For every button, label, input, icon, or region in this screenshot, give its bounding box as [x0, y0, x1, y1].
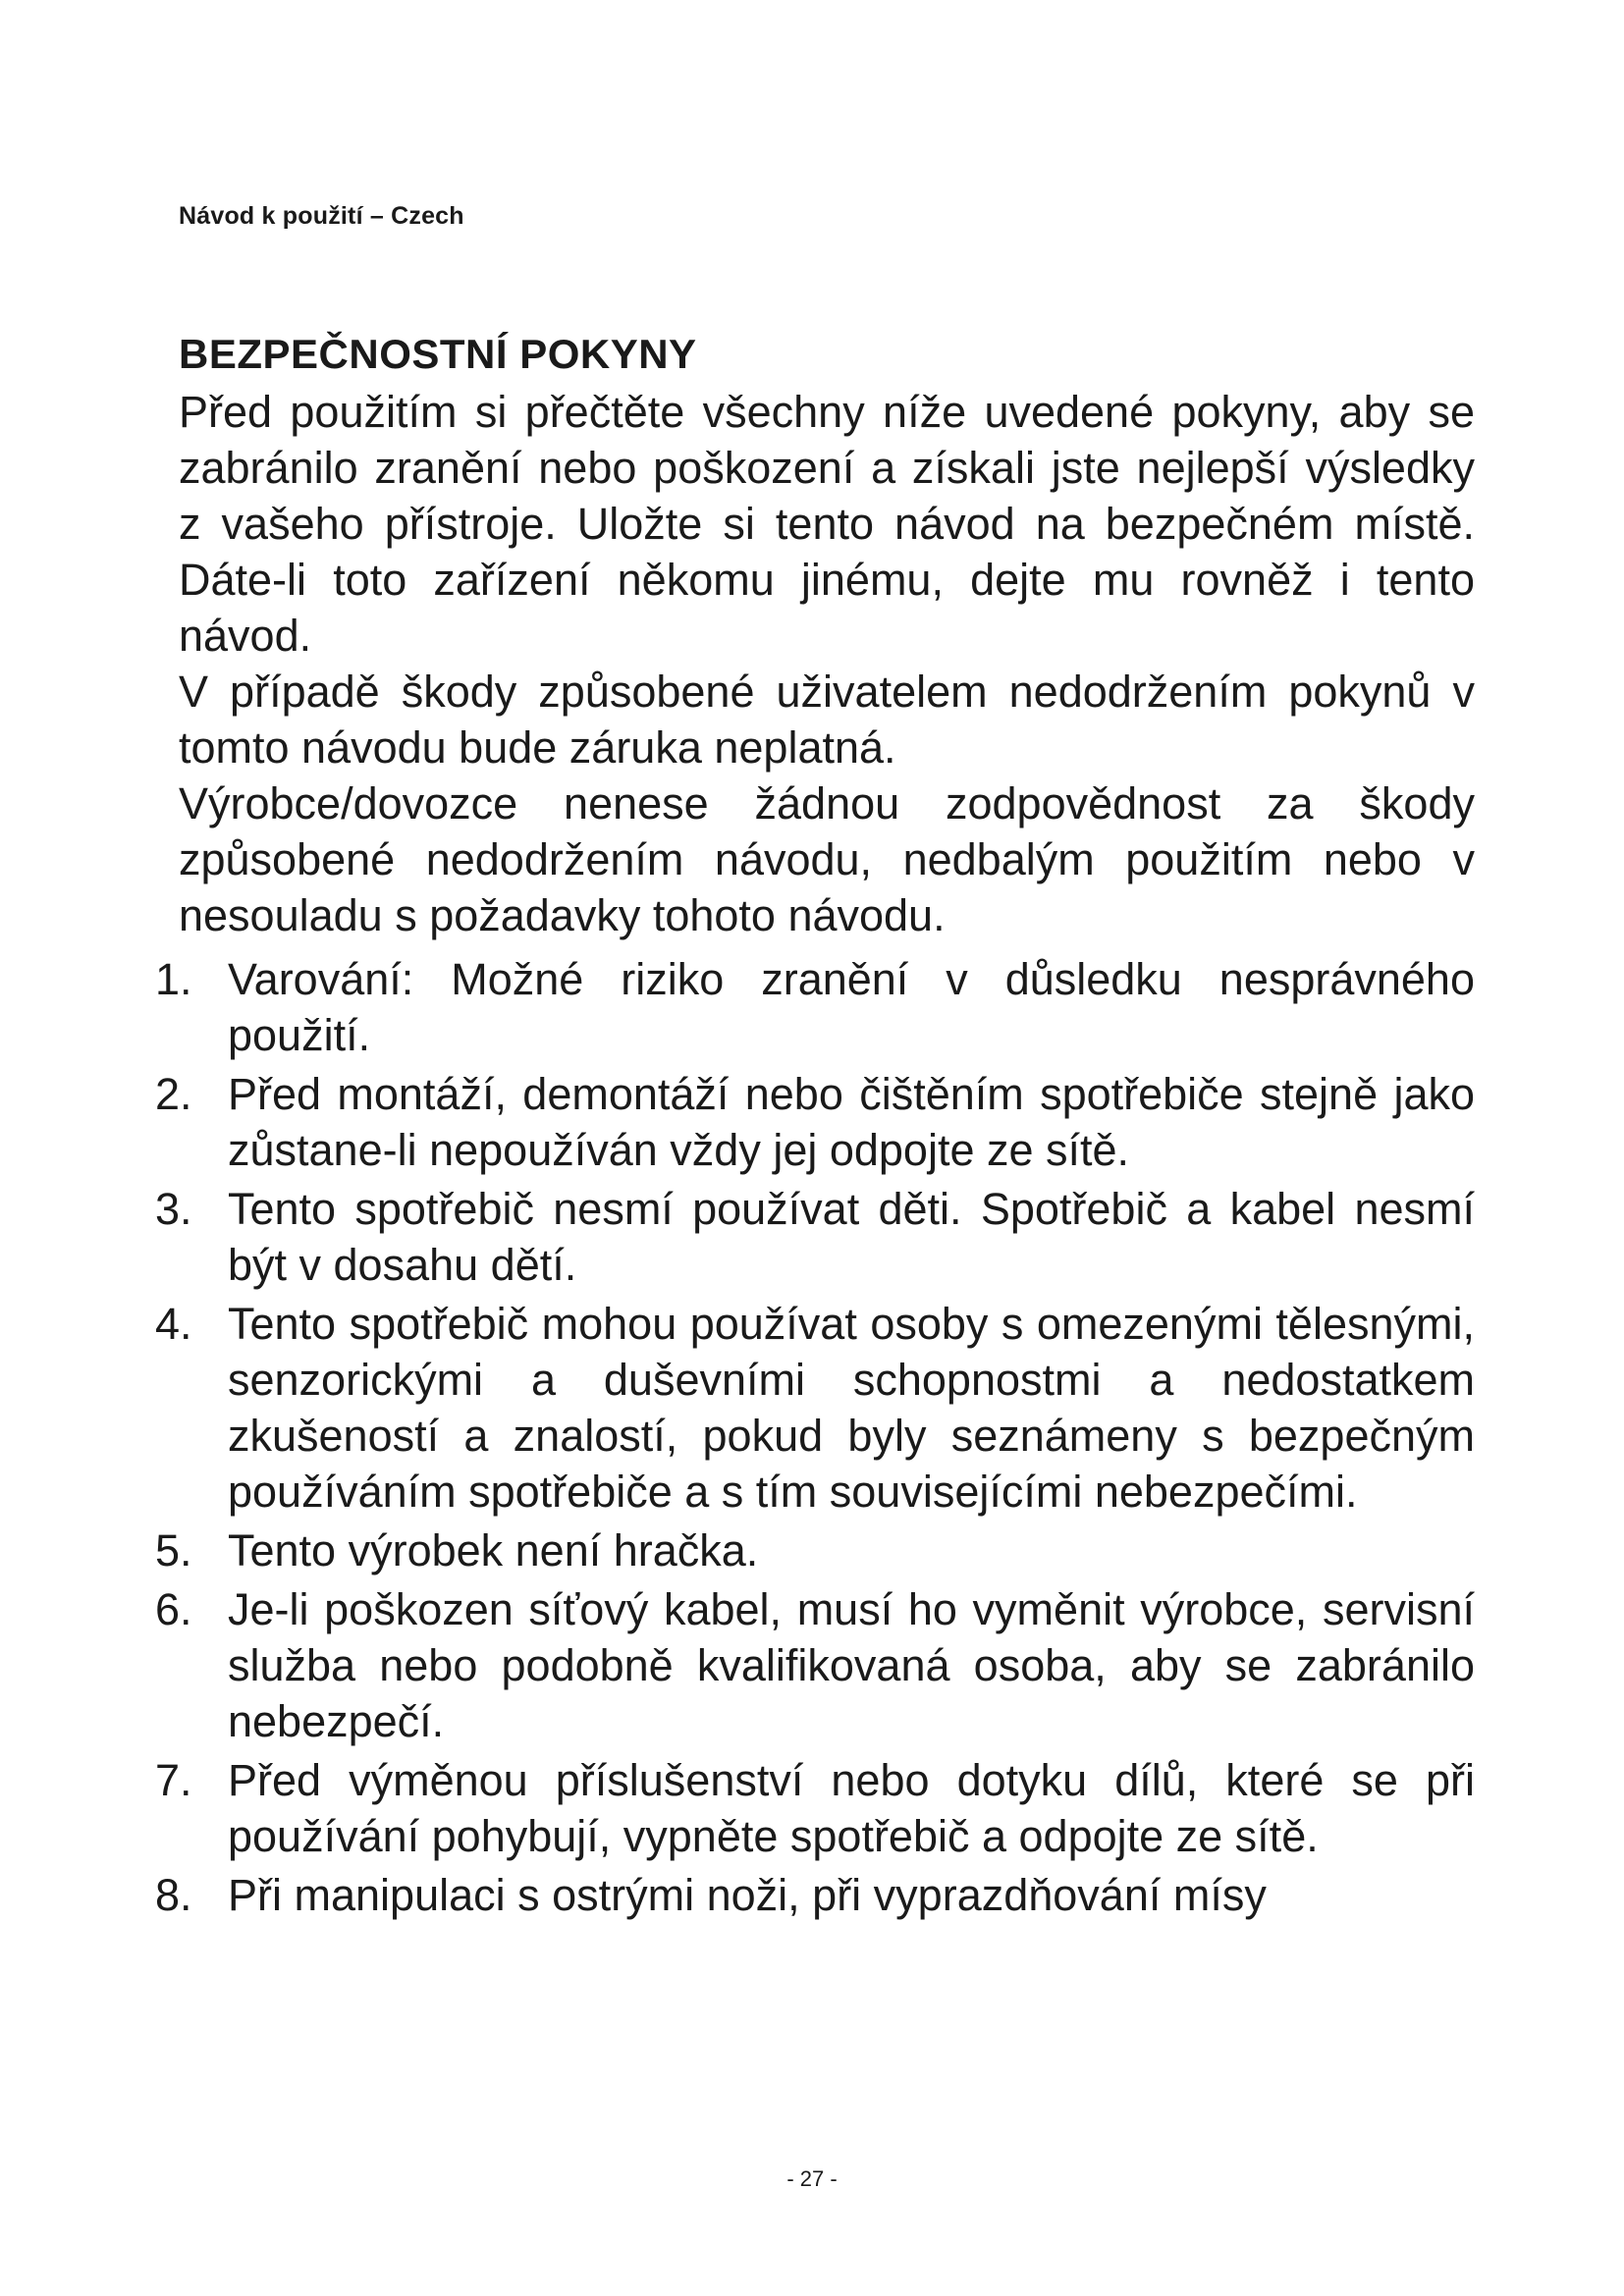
- list-item-number: 4.: [155, 1299, 192, 1349]
- running-header: Návod k použití – Czech: [179, 202, 464, 230]
- list-item-text: Varování: Možné riziko zranění v důsledku nesprávného použití.: [228, 954, 1475, 1060]
- safety-section: [155, 329, 1475, 1926]
- list-item: [155, 1522, 1475, 1578]
- intro-paragraph: Před použitím si přečtěte všechny níže uvedené pokyny, aby se zabránilo zranění nebo poškození a získali jste nejlepší výsledky z vašeho přístroje. Uložte si tento návod na bezpečném místě. Dáte-li toto zařízení někomu jinému, dejte mu rovněž i tento návod.: [179, 387, 1475, 661]
- list-item: [155, 1296, 1475, 1520]
- list-item: [155, 951, 1475, 1063]
- list-item: [155, 1066, 1475, 1178]
- list-item-number: 3.: [155, 1184, 192, 1234]
- list-item-text: Před výměnou příslušenství nebo dotyku dílů, které se při používání pohybují, vypněte spotřebič a odpojte ze sítě.: [228, 1755, 1475, 1861]
- list-item-text: Tento spotřebič mohou používat osoby s omezenými tělesnými, senzorickými a duševními schopnostmi a nedostatkem zkušeností a znalostí, pokud byly seznámeny s bezpečným používáním spotřebiče a s tím souvisejícími nebezpečími.: [228, 1299, 1475, 1517]
- list-item-number: 5.: [155, 1525, 192, 1575]
- intro-text: [179, 384, 1475, 943]
- section-title: BEZPEČNOSTNÍ POKYNY: [179, 331, 697, 377]
- intro-paragraph: V případě škody způsobené uživatelem nedodržením pokynů v tomto návodu bude záruka neplatná.: [179, 667, 1475, 773]
- list-item-text: Před montáží, demontáží nebo čištěním spotřebiče stejně jako zůstane-li nepoužíván vždy jej odpojte ze sítě.: [228, 1069, 1475, 1175]
- list-item-number: 8.: [155, 1870, 192, 1920]
- list-item-text: Tento spotřebič nesmí používat děti. Spotřebič a kabel nesmí být v dosahu dětí.: [228, 1184, 1475, 1290]
- list-item-text: Je-li poškozen síťový kabel, musí ho vyměnit výrobce, servisní služba nebo podobně kvalifikovaná osoba, aby se zabránilo nebezpečí.: [228, 1584, 1475, 1746]
- page-number: - 27 -: [786, 2166, 838, 2191]
- list-item: [155, 1181, 1475, 1293]
- intro-paragraph: Výrobce/dovozce nenese žádnou zodpovědnost za škody způsobené nedodržením návodu, nedbalým použitím nebo v nesouladu s požadavky tohoto návodu.: [179, 778, 1475, 940]
- list-item-number: 1.: [155, 954, 192, 1004]
- list-item-number: 2.: [155, 1069, 192, 1119]
- list-item-number: 7.: [155, 1755, 192, 1805]
- list-item: [155, 1581, 1475, 1749]
- list-item-text: Při manipulaci s ostrými noži, při vyprazdňování mísy: [228, 1870, 1267, 1920]
- list-item-number: 6.: [155, 1584, 192, 1634]
- list-item-text: Tento výrobek není hračka.: [228, 1525, 759, 1575]
- list-item: [155, 1752, 1475, 1864]
- list-item: [155, 1867, 1475, 1923]
- safety-instructions-list: [155, 951, 1475, 1923]
